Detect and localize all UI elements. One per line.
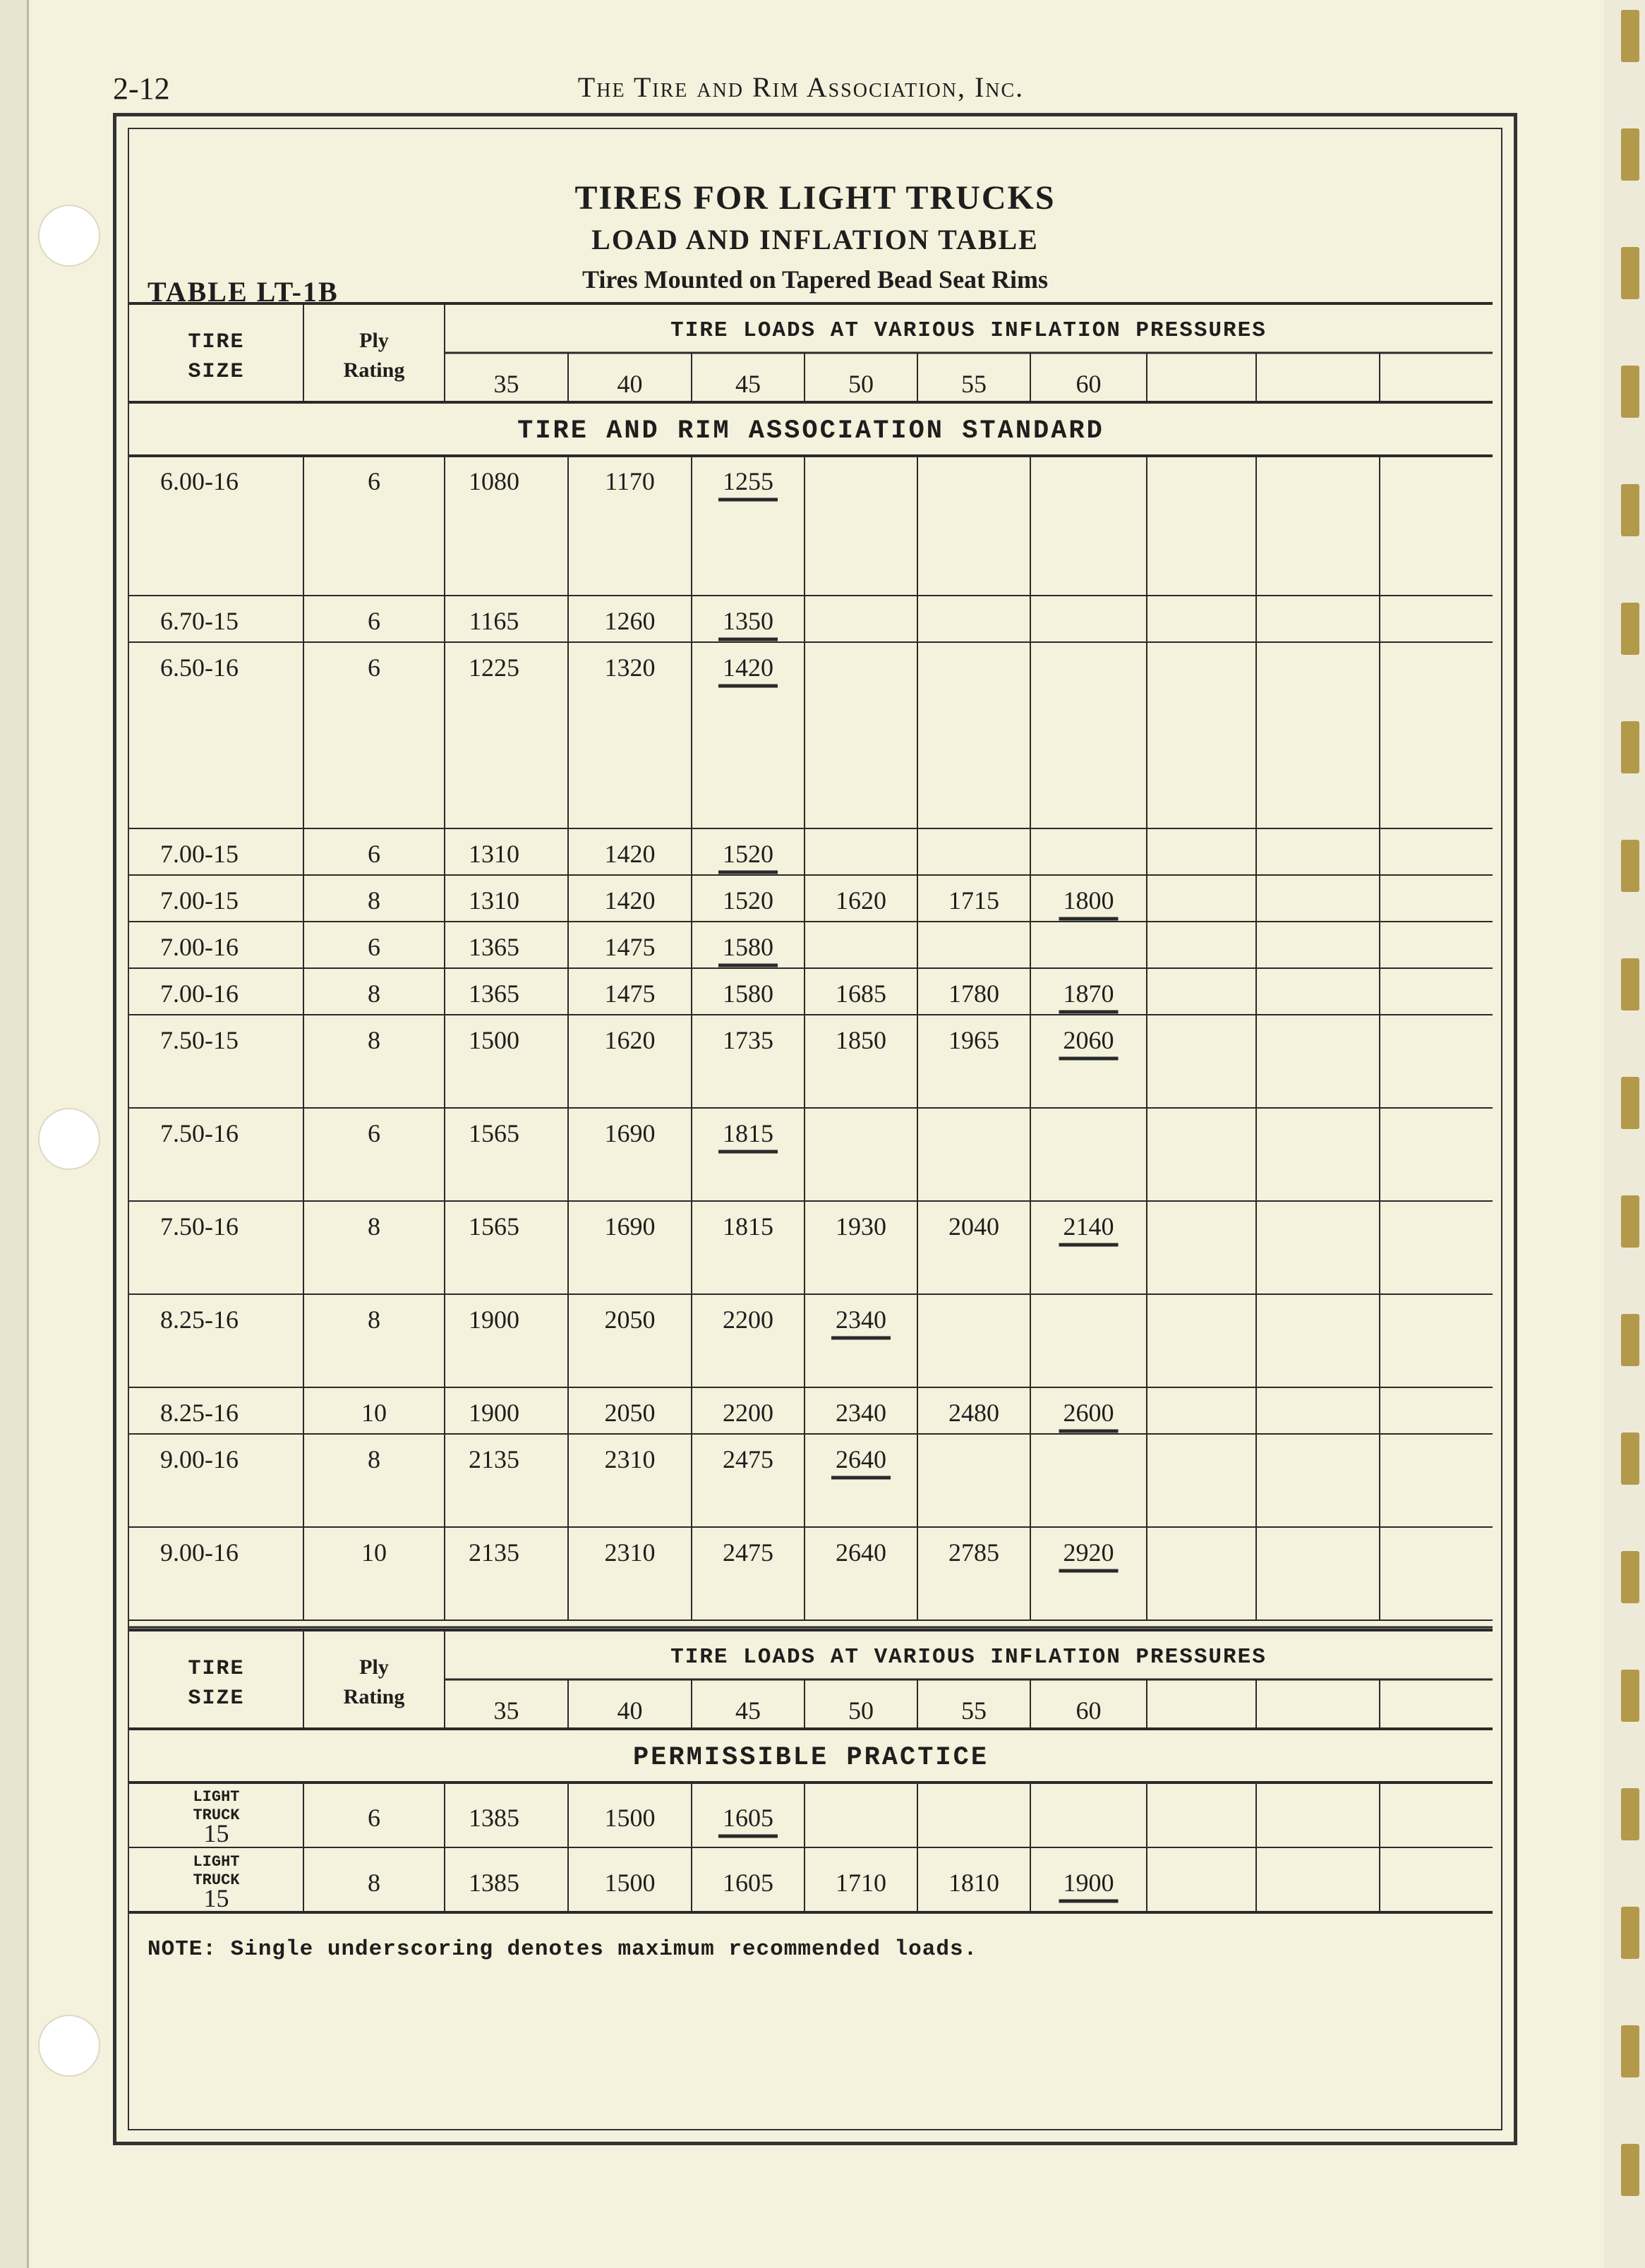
header-tire-size: TIRE: [188, 330, 245, 354]
ply-rating: 8: [368, 1305, 380, 1334]
tire-load: 1900: [469, 1399, 519, 1427]
tire-load: 2200: [723, 1305, 773, 1334]
tire-load: 1685: [836, 979, 886, 1008]
tire-load: 1900: [1063, 1869, 1114, 1897]
header-pressure: 45: [735, 1696, 761, 1725]
header-pressure: 55: [961, 370, 987, 398]
tire-load: 1520: [723, 840, 773, 868]
tire-load: 1260: [604, 607, 656, 635]
tire-load: 1690: [604, 1119, 656, 1147]
ply-rating: 8: [368, 886, 380, 915]
header-pressure: 50: [848, 370, 874, 398]
binder-tab: [1621, 1788, 1639, 1840]
tire-load: 2050: [604, 1305, 656, 1334]
binder-tab: [1621, 958, 1639, 1011]
tire-load: 1815: [723, 1212, 773, 1241]
ply-rating: 8: [368, 979, 380, 1008]
binder-tab: [1621, 721, 1639, 773]
running-head: [113, 71, 1489, 109]
tire-size: 7.00-15: [160, 840, 239, 868]
binder-hole-middle: [38, 1108, 100, 1170]
tire-load: 1930: [836, 1212, 886, 1241]
ply-rating: 6: [368, 840, 380, 868]
header-ply-rating: Ply: [359, 329, 389, 352]
tire-size: 15: [203, 1884, 229, 1912]
tire-size: 7.00-16: [160, 933, 239, 961]
tire-load: 2600: [1063, 1399, 1114, 1427]
tire-load: 1310: [469, 886, 519, 915]
ply-rating: 8: [368, 1445, 380, 1473]
header-pressure: 50: [848, 1696, 874, 1725]
binder-tab: [1621, 2144, 1639, 2196]
tire-load: 1320: [604, 653, 656, 682]
tire-load: 1780: [948, 979, 999, 1008]
load-table: [116, 116, 1521, 2149]
tire-size: 7.50-15: [160, 1026, 239, 1054]
tire-size: TRUCK: [193, 1806, 240, 1824]
table-id: TABLE LT-1B: [147, 276, 339, 308]
binder-tab: [1621, 1551, 1639, 1603]
binder-tab: [1621, 1195, 1639, 1248]
tire-load: 2475: [723, 1445, 773, 1473]
binder-tab: [1621, 10, 1639, 62]
tire-load: 2135: [469, 1538, 519, 1567]
ply-rating: 6: [368, 467, 380, 495]
tire-size: 9.00-16: [160, 1538, 239, 1567]
binder-tab: [1621, 484, 1639, 536]
tire-load: 2135: [469, 1445, 519, 1473]
tire-load: 1580: [723, 933, 773, 961]
tire-size: 8.25-16: [160, 1399, 239, 1427]
tire-load: 2640: [836, 1538, 886, 1567]
tire-load: 1605: [723, 1804, 773, 1832]
tire-load: 2040: [948, 1212, 999, 1241]
tire-load: 2785: [948, 1538, 999, 1567]
tire-load: 2060: [1063, 1026, 1114, 1054]
tire-load: 1900: [469, 1305, 519, 1334]
tire-size: 9.00-16: [160, 1445, 239, 1473]
header-ply-rating: Ply: [359, 1655, 389, 1679]
tire-load: 1365: [469, 933, 519, 961]
tire-size: 6.50-16: [160, 653, 239, 682]
binder-tab: [1621, 366, 1639, 418]
tire-load: 1165: [469, 607, 519, 635]
tire-load: 1520: [723, 886, 773, 915]
tire-load: 1475: [604, 979, 656, 1008]
header-pressure: 60: [1075, 370, 1102, 398]
ply-rating: 10: [361, 1538, 387, 1567]
tire-load: 1710: [836, 1869, 886, 1897]
binder-tab: [1621, 603, 1639, 655]
ply-rating: 6: [368, 607, 380, 635]
tire-size: 7.50-16: [160, 1212, 239, 1241]
tire-load: 2475: [723, 1538, 773, 1567]
binder-tab: [1621, 1077, 1639, 1129]
tire-size: 7.00-15: [160, 886, 239, 915]
tire-load: 1965: [948, 1026, 999, 1054]
tire-size: 6.70-15: [160, 607, 239, 635]
ply-rating: 6: [368, 933, 380, 961]
binder-tab: [1621, 2025, 1639, 2077]
table-title: TIRES FOR LIGHT TRUCKS: [574, 179, 1056, 217]
tire-size: 15: [203, 1819, 229, 1847]
tire-load: 2140: [1063, 1212, 1114, 1241]
tire-load: 1475: [604, 933, 656, 961]
tire-size: 7.00-16: [160, 979, 239, 1008]
ply-rating: 6: [368, 653, 380, 682]
tire-load: 1690: [604, 1212, 656, 1241]
page-number: 2-12: [113, 71, 170, 106]
header-pressure: 45: [735, 370, 761, 398]
binder-hole-top: [38, 205, 100, 267]
tire-load: 1850: [836, 1026, 886, 1054]
header-pressure: 35: [493, 1696, 519, 1725]
tire-load: 1365: [469, 979, 519, 1008]
header-pressure: 40: [617, 1696, 643, 1725]
tire-load: 1715: [948, 886, 999, 915]
header-tire-size: SIZE: [188, 1687, 245, 1711]
binder-tab: [1621, 1432, 1639, 1485]
tire-load: 1420: [604, 886, 656, 915]
binder-tab: [1621, 247, 1639, 299]
binder-tab: [1621, 1907, 1639, 1959]
tire-load: 1350: [723, 607, 773, 635]
binder-tab: [1621, 128, 1639, 181]
tire-load: 1420: [723, 653, 773, 682]
header-loads-title: TIRE LOADS AT VARIOUS INFLATION PRESSURES: [670, 318, 1267, 343]
tire-load: 1310: [469, 840, 519, 868]
section-permissible: PERMISSIBLE PRACTICE: [632, 1743, 989, 1773]
tire-load: 1620: [836, 886, 886, 915]
header-pressure: 55: [961, 1696, 987, 1725]
tire-load: 2340: [836, 1305, 886, 1334]
tire-load: 1225: [469, 653, 519, 682]
tire-load: 1810: [948, 1869, 999, 1897]
tire-size: 7.50-16: [160, 1119, 239, 1147]
header-pressure: 40: [617, 370, 643, 398]
tire-load: 2050: [604, 1399, 656, 1427]
tire-load: 1870: [1063, 979, 1114, 1008]
tire-load: 2920: [1063, 1538, 1114, 1567]
table-subtitle: LOAD AND INFLATION TABLE: [591, 224, 1039, 255]
section-standard: TIRE AND RIM ASSOCIATION STANDARD: [517, 416, 1104, 446]
tire-load: 2310: [604, 1445, 656, 1473]
tire-load: 2480: [948, 1399, 999, 1427]
tire-load: 1255: [723, 467, 773, 495]
tire-load: 1385: [469, 1869, 519, 1897]
tire-load: 1735: [723, 1026, 773, 1054]
tire-load: 1620: [604, 1026, 656, 1054]
tire-load: 1500: [604, 1804, 656, 1832]
tire-load: 1565: [469, 1212, 519, 1241]
ply-rating: 10: [361, 1399, 387, 1427]
binder-hole-bottom: [38, 2015, 100, 2077]
header-ply-rating: Rating: [343, 358, 405, 382]
tire-load: 1580: [723, 979, 773, 1008]
ply-rating: 8: [368, 1212, 380, 1241]
binder-tab: [1621, 840, 1639, 892]
tire-load: 1170: [605, 467, 655, 495]
page-header-title: The Tire and Rim Association, Inc.: [577, 71, 1025, 103]
page-edge: [0, 0, 29, 2268]
tire-load: 2640: [836, 1445, 886, 1473]
tire-load: 1500: [469, 1026, 519, 1054]
table-mounting-note: Tires Mounted on Tapered Bead Seat Rims: [582, 265, 1049, 294]
binder-spine: [1604, 0, 1645, 2268]
ply-rating: 8: [368, 1026, 380, 1054]
header-pressure: 60: [1075, 1696, 1102, 1725]
tire-load: 1815: [723, 1119, 773, 1147]
tire-size: LIGHT: [193, 1788, 240, 1806]
page-frame: [113, 113, 1517, 2145]
header-tire-size: SIZE: [188, 360, 245, 384]
tire-load: 2200: [723, 1399, 773, 1427]
tire-load: 1500: [604, 1869, 656, 1897]
tire-load: 2310: [604, 1538, 656, 1567]
header-tire-size: TIRE: [188, 1657, 245, 1681]
table-note: NOTE: Single underscoring denotes maximum recommended loads.: [147, 1937, 978, 1962]
tire-load: 1420: [604, 840, 656, 868]
tire-load: 1605: [723, 1869, 773, 1897]
tire-load: 1385: [469, 1804, 519, 1832]
tire-load: 1080: [469, 467, 519, 495]
ply-rating: 8: [368, 1869, 380, 1897]
header-loads-title: TIRE LOADS AT VARIOUS INFLATION PRESSURES: [670, 1645, 1267, 1670]
tire-load: 1800: [1063, 886, 1114, 915]
header-pressure: 35: [493, 370, 519, 398]
tire-size: 8.25-16: [160, 1305, 239, 1334]
tire-size: TRUCK: [193, 1871, 240, 1889]
binder-tab: [1621, 1670, 1639, 1722]
tire-size: LIGHT: [193, 1853, 240, 1871]
tire-load: 2340: [836, 1399, 886, 1427]
tire-size: 6.00-16: [160, 467, 239, 495]
ply-rating: 6: [368, 1804, 380, 1832]
binder-tab: [1621, 1314, 1639, 1366]
ply-rating: 6: [368, 1119, 380, 1147]
header-ply-rating: Rating: [343, 1685, 405, 1708]
tire-load: 1565: [469, 1119, 519, 1147]
